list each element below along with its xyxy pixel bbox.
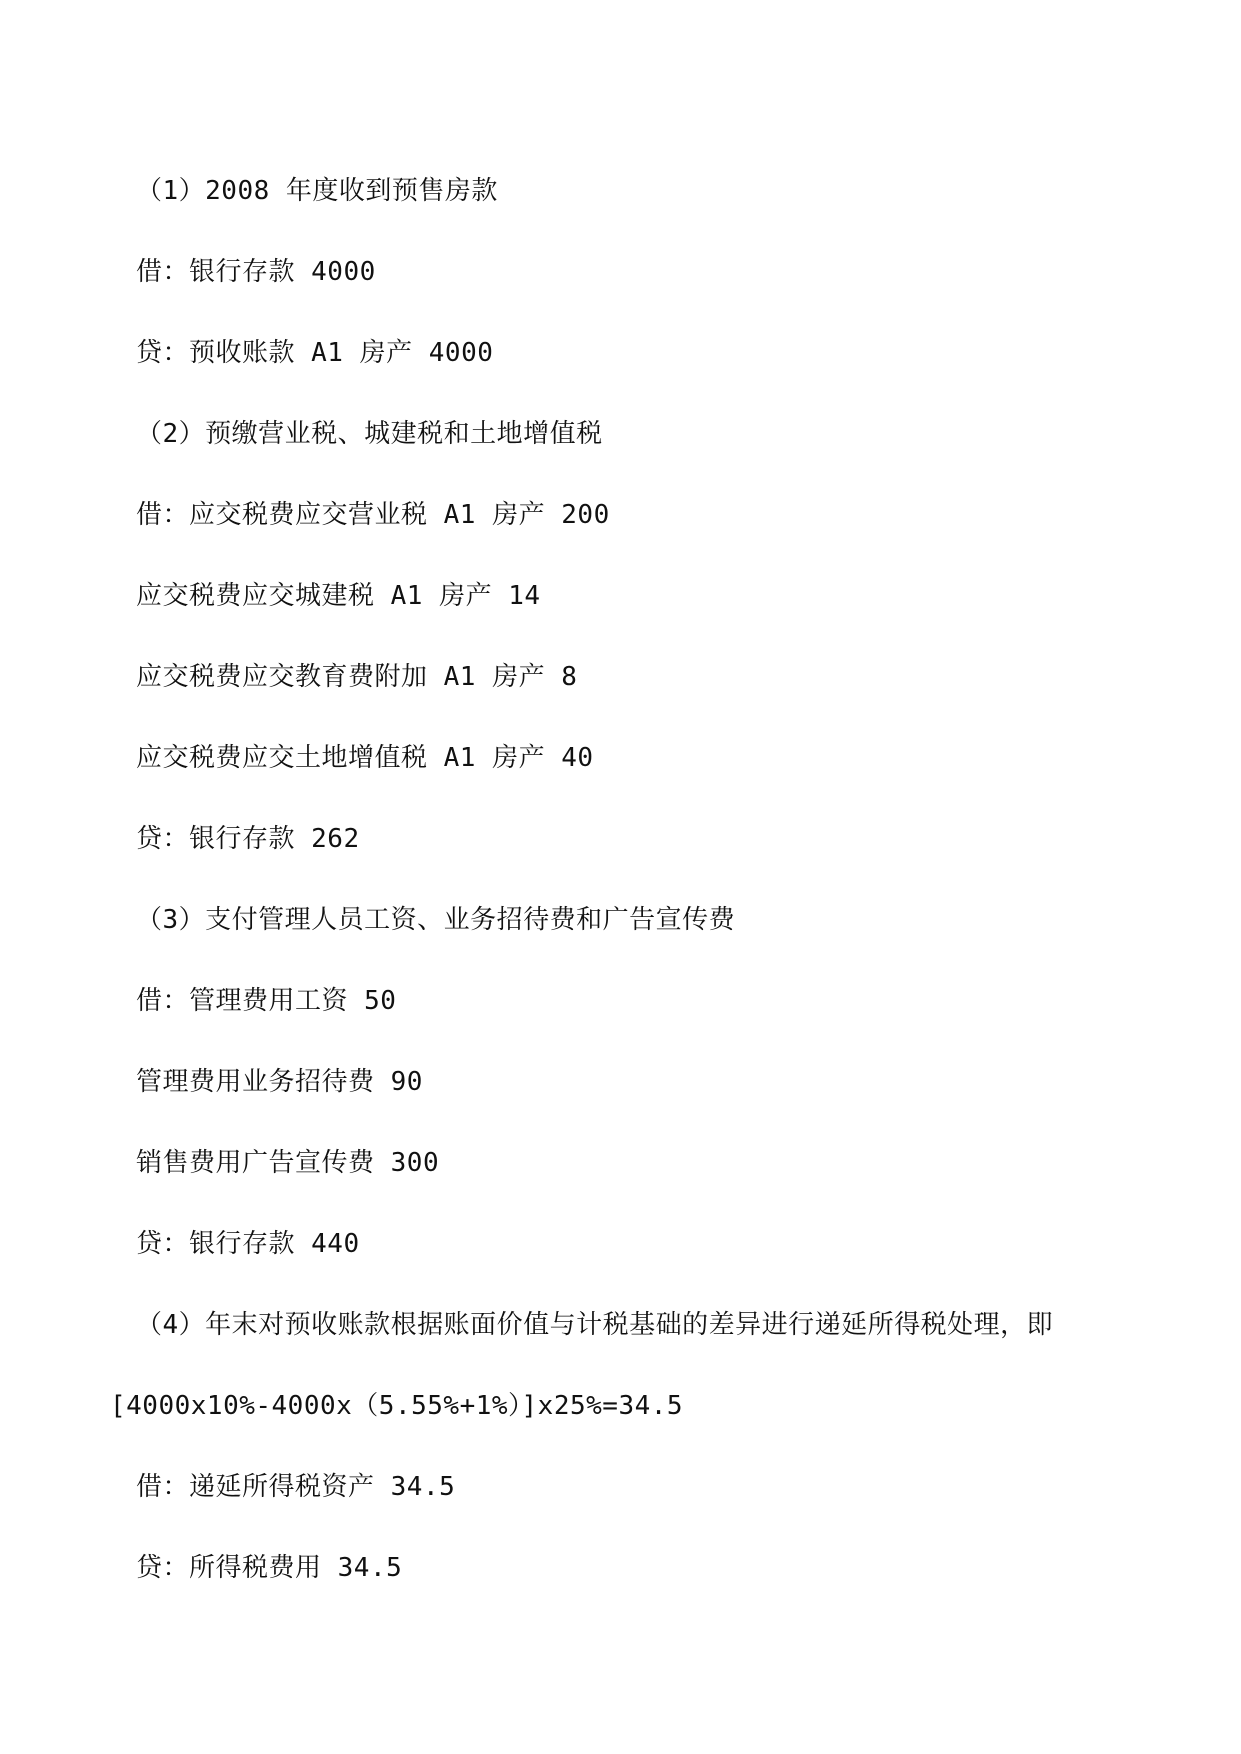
entry-line: 应交税费应交土地增值税 A1 房产 40: [136, 743, 594, 773]
entry-line: 借：递延所得税资产 34.5: [136, 1472, 456, 1502]
entry-line: 贷：银行存款 440: [136, 1229, 360, 1259]
entry-line: 管理费用业务招待费 90: [136, 1067, 423, 1097]
entry-line: 借：银行存款 4000: [136, 257, 376, 287]
entry-line: 贷：预收账款 A1 房产 4000: [136, 338, 494, 368]
entry-line: 借：管理费用工资 50: [136, 986, 397, 1016]
entry-line: 借：应交税费应交营业税 A1 房产 200: [136, 500, 610, 530]
entry-line: 贷：银行存款 262: [136, 824, 360, 854]
entry-line: 应交税费应交城建税 A1 房产 14: [136, 581, 541, 611]
section-heading-2: （2）预缴营业税、城建税和土地增值税: [136, 419, 603, 449]
section-heading-3: （3）支付管理人员工资、业务招待费和广告宣传费: [136, 905, 736, 935]
entry-line: 贷：所得税费用 34.5: [136, 1553, 403, 1583]
formula-line: [4000x10%-4000x（5.55%+1%）]x25%=34.5: [110, 1391, 684, 1421]
section-heading-4: （4）年末对预收账款根据账面价值与计税基础的差异进行递延所得税处理，即: [136, 1310, 1054, 1340]
section-heading-1: （1）2008 年度收到预售房款: [136, 176, 498, 206]
entry-line: 应交税费应交教育费附加 A1 房产 8: [136, 662, 578, 692]
entry-line: 销售费用广告宣传费 300: [136, 1148, 440, 1178]
